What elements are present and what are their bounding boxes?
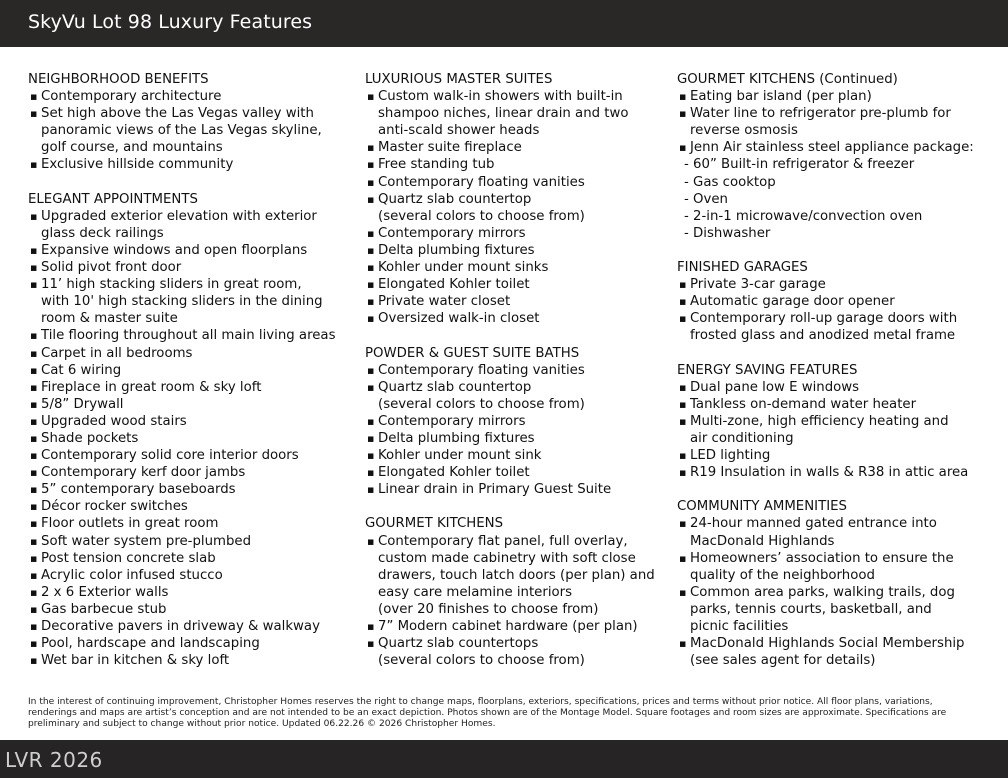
- feature-item: [365, 464, 670, 481]
- feature-item-text: Solid pivot front door: [41, 260, 182, 276]
- feature-item-text: Upgraded wood stairs: [41, 413, 187, 429]
- feature-item-text: Acrylic color infused stucco: [41, 567, 223, 583]
- feature-item: [28, 396, 358, 413]
- bullet-icon: ▪: [679, 585, 687, 599]
- feature-item: [365, 156, 670, 173]
- feature-section: [365, 71, 670, 327]
- feature-item: [28, 208, 358, 242]
- column-1: [28, 71, 358, 686]
- feature-item: [365, 242, 670, 259]
- feature-item-text: Decorative pavers in driveway & walkway: [41, 619, 320, 634]
- bullet-icon: ▪: [367, 449, 375, 463]
- section-heading: ENERGY SAVING FEATURES: [677, 362, 858, 378]
- bullet-icon: ▪: [30, 654, 38, 668]
- watermark: LVR 2026: [5, 748, 103, 772]
- feature-item-text: Contemporary kerf door jambs: [41, 465, 246, 481]
- bullet-icon: ▪: [679, 141, 687, 155]
- feature-item-text: 7” Modern cabinet hardware (per plan): [378, 619, 638, 634]
- feature-item-text: Expansive windows and open floorplans: [41, 242, 308, 258]
- section-heading: GOURMET KITCHENS: [365, 516, 504, 532]
- feature-item-text: Contemporary floating vanities: [378, 362, 585, 378]
- feature-item: [28, 413, 358, 430]
- feature-item-text: Automatic garage door opener: [690, 294, 895, 310]
- feature-item-text: Common area parks, walking trails, dog parks, tennis courts, basketball, and picnic facilities: [690, 584, 955, 634]
- bullet-icon: ▪: [367, 295, 375, 309]
- column-3: [677, 71, 977, 686]
- feature-item: [677, 379, 977, 396]
- feature-item-text: Quartz slab countertop (several colors to choose from): [378, 191, 585, 224]
- bullet-icon: ▪: [367, 534, 375, 548]
- bullet-icon: ▪: [367, 243, 375, 257]
- bullet-icon: ▪: [367, 414, 375, 428]
- feature-item: [28, 88, 358, 105]
- feature-item: [677, 413, 977, 447]
- feature-section: [677, 498, 977, 669]
- bullet-icon: ▪: [367, 261, 375, 275]
- feature-item-text: Jenn Air stainless steel appliance package:: [690, 140, 974, 156]
- feature-item-text: MacDonald Highlands Social Membership (see sales agent for details): [690, 636, 965, 669]
- bullet-icon: ▪: [30, 380, 38, 394]
- feature-item-text: Private water closet: [378, 294, 511, 310]
- feature-item: [365, 310, 670, 327]
- bullet-icon: ▪: [367, 278, 375, 292]
- feature-item-text: Custom walk-in showers with built-in shampoo niches, linear drain and two anti-scald shower heads: [378, 89, 629, 139]
- feature-section: [677, 259, 977, 344]
- bullet-icon: ▪: [30, 500, 38, 514]
- bullet-icon: ▪: [679, 312, 687, 326]
- bullet-icon: ▪: [30, 534, 38, 548]
- column-2: [365, 71, 670, 686]
- feature-item-text: 24-hour manned gated entrance into MacDonald Highlands: [690, 516, 937, 549]
- bullet-icon: ▪: [367, 637, 375, 651]
- feature-item: [677, 584, 977, 635]
- feature-item: [365, 413, 670, 430]
- section-heading: GOURMET KITCHENS (Continued): [677, 72, 898, 87]
- bullet-icon: ▪: [30, 107, 38, 121]
- feature-item: [28, 498, 358, 515]
- bullet-icon: ▪: [679, 449, 687, 463]
- feature-section: [28, 191, 358, 670]
- bullet-icon: ▪: [679, 517, 687, 531]
- feature-item-text: Shade pockets: [41, 430, 139, 446]
- feature-item-text: Wet bar in kitchen & sky loft: [41, 653, 230, 669]
- feature-section: [365, 515, 670, 669]
- feature-item: [365, 191, 670, 225]
- bullet-icon: ▪: [30, 585, 38, 599]
- bullet-icon: ▪: [30, 346, 38, 360]
- feature-item: [677, 139, 977, 156]
- bullet-icon: ▪: [367, 620, 375, 633]
- bullet-icon: ▪: [30, 90, 38, 104]
- feature-item-text: Contemporary mirrors: [378, 225, 526, 241]
- bullet-icon: ▪: [30, 551, 38, 565]
- feature-item: [677, 105, 977, 139]
- feature-item: [677, 447, 977, 464]
- feature-item: [28, 259, 358, 276]
- header-bar: [0, 0, 1008, 47]
- feature-item-text: Oversized walk-in closet: [378, 311, 540, 327]
- feature-item: [28, 533, 358, 550]
- feature-item-text: Contemporary architecture: [41, 89, 222, 105]
- feature-item: [28, 584, 358, 601]
- section-heading: ELEGANT APPOINTMENTS: [28, 191, 198, 207]
- bullet-icon: ▪: [30, 620, 38, 633]
- feature-item-text: Elongated Kohler toilet: [378, 465, 530, 481]
- bullet-icon: ▪: [30, 397, 38, 411]
- feature-item: [28, 327, 358, 344]
- bullet-icon: ▪: [679, 278, 687, 292]
- bullet-icon: ▪: [367, 175, 375, 189]
- feature-item: [28, 447, 358, 464]
- feature-item: [677, 464, 977, 481]
- feature-section: [677, 362, 977, 482]
- bullet-icon: ▪: [367, 158, 375, 172]
- feature-item: [365, 447, 670, 464]
- feature-item-text: 5/8” Drywall: [41, 396, 124, 412]
- feature-item: [677, 635, 977, 669]
- feature-item: [28, 276, 358, 327]
- appliance-subitem: - Gas cooktop: [684, 174, 776, 190]
- bullet-icon: ▪: [367, 192, 375, 206]
- feature-item: [28, 515, 358, 532]
- bullet-icon: ▪: [30, 431, 38, 445]
- section-heading: LUXURIOUS MASTER SUITES: [365, 72, 553, 87]
- feature-item-text: Master suite fireplace: [378, 140, 522, 156]
- bullet-icon: ▪: [30, 158, 38, 172]
- feature-item-text: Free standing tub: [378, 157, 495, 173]
- feature-item-text: 11’ high stacking sliders in great room, with 10' high stacking sliders in the dining room & master suite: [41, 277, 323, 327]
- feature-item-text: Contemporary flat panel, full overlay, custom made cabinetry with soft close drawers, touch latch doors (per plan) and easy care melamine interiors (over 20 finishes to choose from): [378, 533, 655, 617]
- feature-item: [677, 396, 977, 413]
- bullet-icon: ▪: [679, 551, 687, 565]
- feature-item: [365, 362, 670, 379]
- feature-item-text: Contemporary roll-up garage doors with frosted glass and anodized metal frame: [690, 311, 958, 344]
- feature-item: [365, 430, 670, 447]
- feature-item: [28, 652, 358, 669]
- bullet-icon: ▪: [30, 449, 38, 463]
- bullet-icon: ▪: [367, 141, 375, 155]
- feature-item: [28, 601, 358, 618]
- bullet-icon: ▪: [367, 312, 375, 326]
- feature-item-text: Tile flooring throughout all main living areas: [41, 328, 336, 344]
- bullet-icon: ▪: [30, 517, 38, 531]
- feature-item: [365, 174, 670, 191]
- bullet-icon: ▪: [30, 602, 38, 616]
- feature-item-text: 5” contemporary baseboards: [41, 482, 236, 498]
- feature-item-text: Multi-zone, high efficiency heating and air conditioning: [690, 413, 949, 446]
- bullet-icon: ▪: [367, 226, 375, 240]
- feature-item-text: 2 x 6 Exterior walls: [41, 584, 169, 600]
- feature-item: [28, 618, 358, 635]
- bullet-icon: ▪: [679, 380, 687, 394]
- feature-item-text: Eating bar island (per plan): [690, 89, 872, 105]
- feature-section: [28, 71, 358, 174]
- feature-item-text: Décor rocker switches: [41, 499, 188, 515]
- feature-item: [677, 88, 977, 105]
- section-heading: FINISHED GARAGES: [677, 260, 808, 276]
- feature-item-text: Water line to refrigerator pre-plumb for reverse osmosis: [690, 106, 951, 139]
- feature-item: [28, 567, 358, 584]
- feature-item: [28, 362, 358, 379]
- bullet-icon: ▪: [30, 466, 38, 480]
- appliance-subitem: - 60” Built-in refrigerator & freezer: [684, 157, 915, 173]
- bullet-icon: ▪: [679, 397, 687, 411]
- feature-item-text: Post tension concrete slab: [41, 550, 216, 566]
- feature-item-text: Pool, hardscape and landscaping: [41, 636, 260, 652]
- feature-item-text: Floor outlets in great room: [41, 516, 219, 532]
- feature-item: [365, 88, 670, 139]
- feature-item-text: Upgraded exterior elevation with exterior glass deck railings: [41, 208, 317, 241]
- bullet-icon: ▪: [367, 363, 375, 377]
- bullet-icon: ▪: [679, 107, 687, 121]
- appliance-subitem: - Oven: [684, 191, 728, 207]
- bullet-icon: ▪: [679, 90, 687, 104]
- feature-item: [365, 635, 670, 669]
- feature-item: [28, 635, 358, 652]
- feature-item-text: Contemporary solid core interior doors: [41, 448, 299, 464]
- bullet-icon: ▪: [367, 466, 375, 480]
- section-heading: POWDER & GUEST SUITE BATHS: [365, 345, 580, 361]
- feature-item: [28, 345, 358, 362]
- bullet-icon: ▪: [367, 380, 375, 394]
- feature-section: [677, 71, 977, 242]
- feature-item-text: Delta plumbing fixtures: [378, 430, 535, 446]
- feature-item-text: Kohler under mount sink: [378, 448, 542, 464]
- feature-item: [28, 464, 358, 481]
- feature-item-text: Soft water system pre-plumbed: [41, 533, 252, 549]
- feature-item: [365, 259, 670, 276]
- feature-item: [28, 156, 358, 173]
- feature-item-text: Quartz slab countertops (several colors to choose from): [378, 636, 585, 669]
- feature-item-text: Private 3-car garage: [690, 277, 826, 293]
- feature-item: [28, 430, 358, 447]
- feature-item-text: Dual pane low E windows: [690, 379, 860, 395]
- feature-item: [677, 293, 977, 310]
- feature-item: [677, 310, 977, 344]
- disclaimer-text: In the interest of continuing improvement, Christopher Homes reserves the right to change maps, floorplans, exteriors, specifications, prices and terms without prior notice. All floor plans, variations, renderings and maps are artist’s conception and are not intended to be an exact depiction. Photos shown are of the Montage Model. Square footages and room sizes are approximate. Specifications are preliminary and subject to change without prior notice. Updated 06.22.26 © 2026 Christopher Homes.: [28, 697, 947, 730]
- feature-item-text: Contemporary floating vanities: [378, 174, 585, 190]
- bullet-icon: ▪: [30, 568, 38, 582]
- feature-item: [28, 550, 358, 567]
- bullet-icon: ▪: [30, 329, 38, 343]
- feature-item: [28, 105, 358, 156]
- bullet-icon: ▪: [679, 466, 687, 480]
- feature-item-text: Homeowners’ association to ensure the quality of the neighborhood: [690, 550, 954, 583]
- feature-item-text: Kohler under mount sinks: [378, 260, 549, 276]
- feature-item-text: Set high above the Las Vegas valley with panoramic views of the Las Vegas skyline, golf course, and mountains: [41, 106, 322, 156]
- feature-item-text: Gas barbecue stub: [41, 601, 167, 617]
- feature-item-text: R19 Insulation in walls & R38 in attic area: [690, 465, 969, 481]
- appliance-subitem: - Dishwasher: [684, 225, 771, 241]
- feature-item: [365, 618, 670, 635]
- section-heading: COMMUNITY AMMENITIES: [677, 499, 847, 515]
- bullet-icon: ▪: [30, 209, 38, 223]
- section-heading: NEIGHBORHOOD BENEFITS: [28, 72, 209, 87]
- feature-item: [677, 515, 977, 549]
- appliance-subitem: - 2-in-1 microwave/convection oven: [684, 208, 923, 224]
- bullet-icon: ▪: [367, 431, 375, 445]
- feature-item: [28, 379, 358, 396]
- feature-item: [365, 533, 670, 618]
- feature-item: [677, 276, 977, 293]
- feature-item-text: Quartz slab countertop (several colors to choose from): [378, 379, 585, 412]
- feature-section: [365, 345, 670, 499]
- feature-item-text: Cat 6 wiring: [41, 362, 122, 378]
- feature-item-text: Linear drain in Primary Guest Suite: [378, 482, 612, 498]
- feature-item: [28, 481, 358, 498]
- bullet-icon: ▪: [367, 90, 375, 104]
- footer-bar: [0, 740, 1008, 778]
- feature-item-text: Contemporary mirrors: [378, 413, 526, 429]
- feature-item-text: Carpet in all bedrooms: [41, 345, 193, 361]
- bullet-icon: ▪: [30, 483, 38, 497]
- feature-item-text: Exclusive hillside community: [41, 157, 234, 173]
- feature-item: [365, 225, 670, 242]
- feature-item: [365, 379, 670, 413]
- feature-item-text: LED lighting: [690, 448, 771, 464]
- bullet-icon: ▪: [30, 363, 38, 377]
- feature-item: [365, 293, 670, 310]
- bullet-icon: ▪: [367, 483, 375, 497]
- bullet-icon: ▪: [30, 637, 38, 651]
- feature-item-text: Fireplace in great room & sky loft: [41, 379, 262, 395]
- bullet-icon: ▪: [679, 295, 687, 309]
- page-title: SkyVu Lot 98 Luxury Features: [28, 11, 313, 33]
- feature-item: [677, 550, 977, 584]
- bullet-icon: ▪: [30, 261, 38, 275]
- feature-item: [365, 276, 670, 293]
- feature-item-text: Elongated Kohler toilet: [378, 277, 530, 293]
- feature-item: [365, 481, 670, 498]
- feature-item-text: Tankless on-demand water heater: [690, 396, 917, 412]
- bullet-icon: ▪: [30, 278, 38, 292]
- bullet-icon: ▪: [679, 414, 687, 428]
- feature-item: [28, 242, 358, 259]
- feature-item: [365, 139, 670, 156]
- bullet-icon: ▪: [30, 414, 38, 428]
- bullet-icon: ▪: [30, 243, 38, 257]
- feature-item-text: Delta plumbing fixtures: [378, 242, 535, 258]
- bullet-icon: ▪: [679, 637, 687, 651]
